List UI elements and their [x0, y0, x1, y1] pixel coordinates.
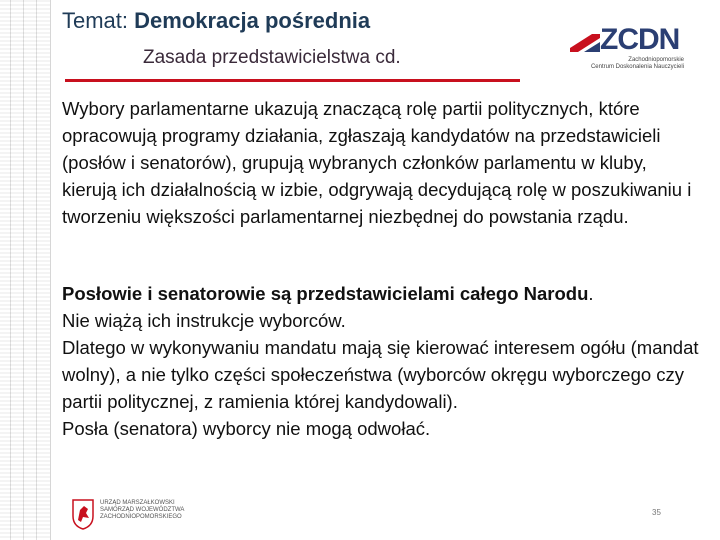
paragraph-2: [62, 280, 702, 442]
footer-organization: [100, 500, 200, 521]
title-prefix: Temat:: [62, 8, 135, 33]
paragraph-2-lead: Posłowie i senatorowie są przedstawicielami całego Narodu.: [62, 283, 594, 304]
logo-subtitle-line2: Centrum Doskonalenia Nauczycieli: [590, 64, 684, 70]
side-divider: [50, 0, 51, 540]
footer-org-line3: ZACHODNIOPOMORSKIEGO: [100, 514, 182, 520]
paragraph-2-line2: Nie wiążą ich instrukcje wyborców.: [62, 310, 346, 331]
griffin-emblem-icon: [70, 498, 96, 530]
logo-subtitle-line1: Zachodniopomorskie: [628, 57, 684, 63]
page-number: 35: [652, 508, 661, 517]
logo-mark-icon: [570, 30, 600, 52]
paragraph-2-line3: Dlatego w wykonywaniu mandatu mają się kierować interesem ogółu (mandat wolny), a nie tylko części społeczeństwa (wyborców okręgu wyborczego czy partii politycznej, z ramienia której kandydowali).: [62, 337, 699, 412]
page-subtitle: Zasada przedstawicielstwa cd.: [143, 47, 401, 68]
footer-org-line1: URZĄD MARSZAŁKOWSKI: [100, 500, 175, 506]
page-title: [62, 8, 370, 34]
handwritten-texture: [4, 0, 48, 540]
paragraph-1: Wybory parlamentarne ukazują znaczącą rolę partii politycznych, które opracowują programy działania, zgłaszają kandydatów na przedstawicieli (posłów i senatorów), grupują wybranych członków parlamentu w kluby, kierują ich działalnością w izbie, odgrywają decydującą rolę w poszukiwaniu i tworzeniu większości parlamentarnej niezbędnej do powstania rządu.: [62, 98, 692, 227]
zcdn-logo: [570, 24, 682, 74]
paragraph-2-line4: Posła (senatora) wyborcy nie mogą odwołać.: [62, 418, 431, 439]
footer-org-line2: SAMORZĄD WOJEWÓDZTWA: [100, 507, 185, 513]
paragraph-2-bold: Posłowie i senatorowie są przedstawicielami całego Narodu: [62, 283, 589, 304]
title-underline: [65, 79, 520, 82]
logo-subtitle: [572, 57, 684, 71]
title-main: Demokracja pośrednia: [134, 8, 371, 33]
logo-text: ZCDN: [600, 23, 680, 56]
decorative-side-strip: [0, 0, 50, 540]
